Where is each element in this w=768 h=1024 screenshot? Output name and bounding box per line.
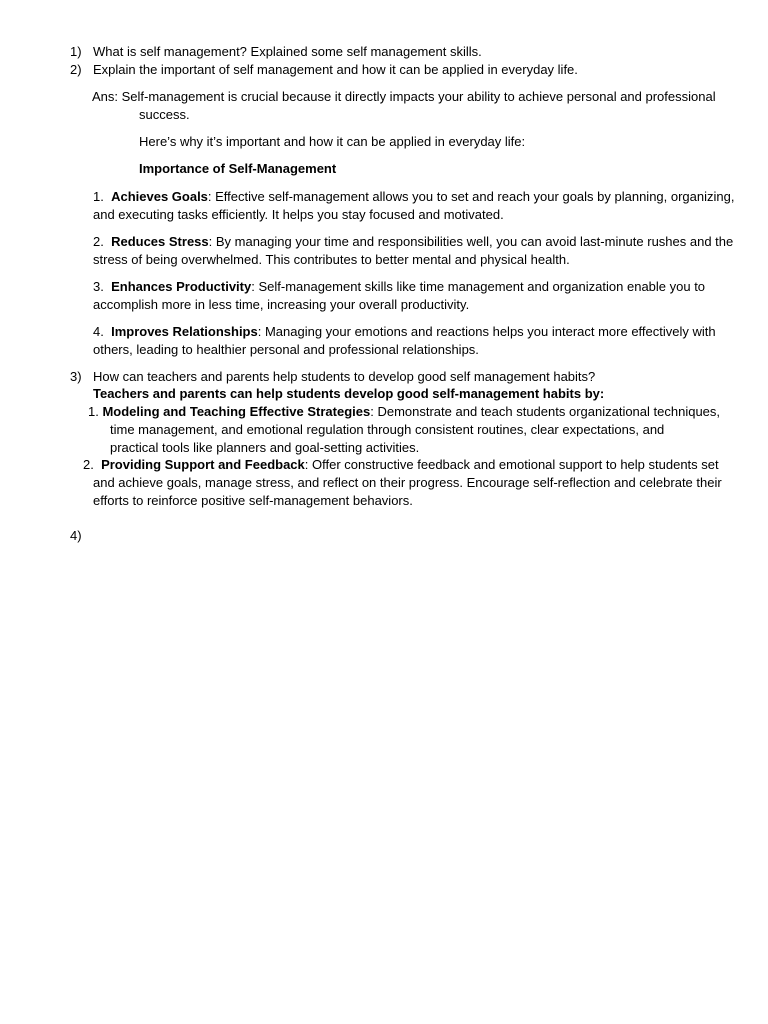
list-item [93,233,733,251]
answer-text: Ans: Self-management is crucial because it directly impacts your ability to achieve personal and professional [92,89,716,104]
list-item-text: : By managing your time and responsibilities well, you can avoid last-minute rushes and the [208,234,734,249]
list-item-text: stress of being overwhelmed. This contributes to better mental and physical health. [93,252,570,267]
list-item-text: accomplish more in less time, increasing your overall productivity. [93,297,470,312]
list-item-text: others, leading to healthier personal and professional relationships. [93,342,479,357]
list-number: 4. [93,324,104,339]
list-item [88,403,720,421]
question-text: What is self management? Explained some self management skills. [93,44,482,59]
list-item-text: : Self-management skills like time management and organization enable you to [251,279,706,294]
question-number: 1) [70,44,82,59]
list-item-title: Enhances Productivity [111,279,252,294]
question-text: How can teachers and parents help students to develop good self management habits? [93,369,596,384]
list-number: 2. [83,457,94,472]
question-number: 3) [70,369,82,384]
list-number: 2. [93,234,104,249]
list-number: 1. [88,404,99,419]
section-heading: Importance of Self-Management [139,161,337,176]
list-item-title: Reduces Stress [111,234,209,249]
list-item-text: : Effective self-management allows you to set and reach your goals by planning, organizing, [207,189,735,204]
list-item-text: time management, and emotional regulation through consistent routines, clear expectations, and [110,422,665,437]
list-item-text: : Offer constructive feedback and emotional support to help students set [304,457,719,472]
list-item-text: and executing tasks efficiently. It helps you stay focused and motivated. [93,207,504,222]
list-item-title: Providing Support and Feedback [101,457,305,472]
question-number: 2) [70,62,82,77]
answer-intro: Here’s why it’s important and how it can be applied in everyday life: [139,134,526,149]
list-number: 1. [93,189,104,204]
list-item [93,323,716,341]
list-item-text: practical tools like planners and goal-setting activities. [110,440,420,455]
list-item-title: Achieves Goals [111,189,208,204]
list-item-title: Modeling and Teaching Effective Strategies [102,404,371,419]
list-item [93,278,705,296]
list-item-title: Improves Relationships [111,324,258,339]
list-number: 3. [93,279,104,294]
answer-text: success. [139,107,190,122]
list-item-text: : Demonstrate and teach students organizational techniques, [370,404,721,419]
list-item [83,456,719,474]
section-heading: Teachers and parents can help students develop good self-management habits by: [93,386,605,401]
list-item-text: : Managing your emotions and reactions helps you interact more effectively with [257,324,716,339]
list-item-text: efforts to reinforce positive self-management behaviors. [93,493,413,508]
question-number: 4) [70,528,82,543]
question-text: Explain the important of self management and how it can be applied in everyday life. [93,62,578,77]
list-item-text: and achieve goals, manage stress, and reflect on their progress. Encourage self-reflection and celebrate their [93,475,722,490]
list-item [93,188,734,206]
